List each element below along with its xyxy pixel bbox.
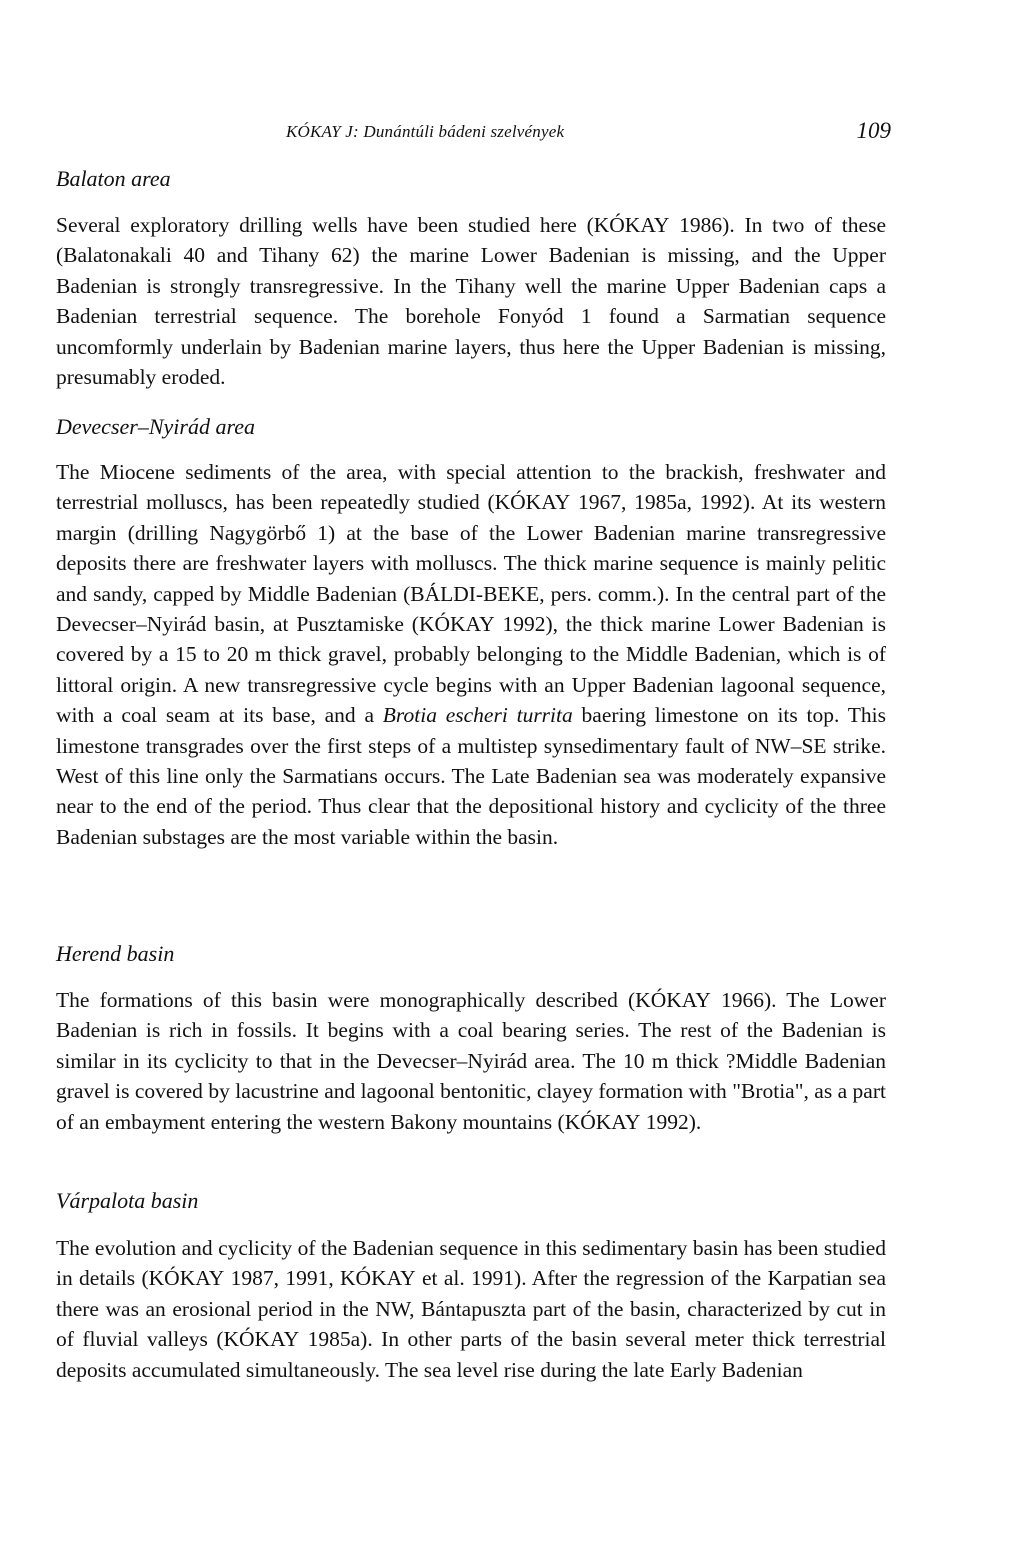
author-citation: KÓKAY — [418, 612, 495, 637]
section-heading-varpalota: Várpalota basin — [56, 1188, 199, 1213]
text-run: 1986). In two of these (Balatonakali 40 and Tihany 62) the marine Lower Badenian is missing, and the Upper Badenian is strongly transregressive. In the Tihany well the marine Upper Badenian caps a Badenian terrestrial sequence. The borehole Fonyód 1 found a Sarmatian sequence uncomformly underlain by Badenian marine layers, thus here the Upper Badenian is missing, presumably eroded. — [56, 213, 886, 390]
author-citation: KÓKAY — [635, 988, 711, 1012]
text-run: et al. 1991). After the regression of the Karpatian sea there was an erosional period in the NW, Bántapuszta part of the basin, characterized by cut in of fluvial valleys ( — [56, 1266, 886, 1352]
species-name: Brotia escheri turrita — [382, 703, 573, 728]
author-citation: KÓKAY — [148, 1266, 225, 1291]
section-heading-balaton: Balaton area — [56, 166, 171, 191]
text-run: 1966). The Lower Badenian is rich in fossils. It begins with a coal bearing series. The rest of the Badenian is similar in its cyclicity to that in the Devecser–Nyirád area. The 10 m thick ?Middle Badenian gravel is covered by lacustrine and lagoonal bentonitic, clayey formation with "Brotia", as a part of an embayment entering the western Bakony mountains ( — [56, 988, 886, 1134]
section-heading-devecser: Devecser–Nyirád area — [56, 414, 255, 439]
paragraph-devecser — [56, 457, 886, 852]
author-citation: KÓKAY — [494, 490, 571, 515]
text-run: 1992), the thick marine Lower Badenian is covered by a 15 to 20 m thick gravel, probably belonging to the Middle Badenian, which is of littoral origin. A new transregressive cycle begins with an Upper Badenian lagoonal sequence, with a coal seam at its base, and a — [56, 612, 886, 728]
text-run: 1992). — [640, 1109, 702, 1134]
author-citation: KÓKAY — [593, 213, 670, 237]
running-title: KÓKAY J: Dunántúli bádeni szelvények — [286, 122, 565, 141]
text-run: 1967, 1985a, 1992). At its western margin (drilling Nagygörbő 1) at the base of the Lower Badenian marine transregressive deposits there are freshwater layers with molluscs. The thick marine sequence is mainly pelitic and sandy, capped by Middle Badenian ( — [56, 490, 886, 606]
running-header — [56, 112, 891, 152]
text-run: The Miocene sediments of the area, with special attention to the brackish, freshwater and terrestrial molluscs, has been repeatedly studied ( — [56, 460, 886, 515]
text-run: The formations of this basin were monographically described ( — [56, 988, 636, 1012]
author-citation: BÁLDI-BEKE — [410, 581, 540, 606]
paragraph-herend — [56, 985, 886, 1137]
paragraph-varpalota — [56, 1233, 886, 1385]
page-number: 109 — [856, 118, 891, 143]
author-citation: KÓKAY — [564, 1109, 641, 1134]
section-heading-herend: Herend basin — [56, 941, 175, 966]
paper-page — [56, 112, 891, 1382]
text-run: 1985a). In other parts of the basin several meter thick terrestrial deposits accumulated simultaneously. The sea level rise during the late Early Badenian — [56, 1327, 886, 1382]
author-citation: KÓKAY — [340, 1266, 416, 1291]
text-run: The evolution and cyclicity of the Badenian sequence in this sedimentary basin has been studied in details ( — [56, 1236, 886, 1291]
text-run: Several exploratory drilling wells have been studied here ( — [56, 213, 594, 237]
text-run: , pers. comm.). In the central part of the Devecser–Nyirád basin, at Pusztamiske ( — [56, 581, 886, 637]
paragraph-balaton — [56, 210, 886, 392]
text-run: 1987, 1991, — [224, 1266, 341, 1291]
text-run: baering limestone on its top. This limestone transgrades over the first steps of a multistep synsedimentary fault of NW–SE strike. West of this line only the Sarmatians occurs. The Late Badenian sea was moderately expansive near to the end of the period. Thus clear that the depositional history and cyclicity of the three Badenian substages are the most variable within the basin. — [56, 703, 887, 849]
author-citation: KÓKAY — [223, 1327, 300, 1352]
